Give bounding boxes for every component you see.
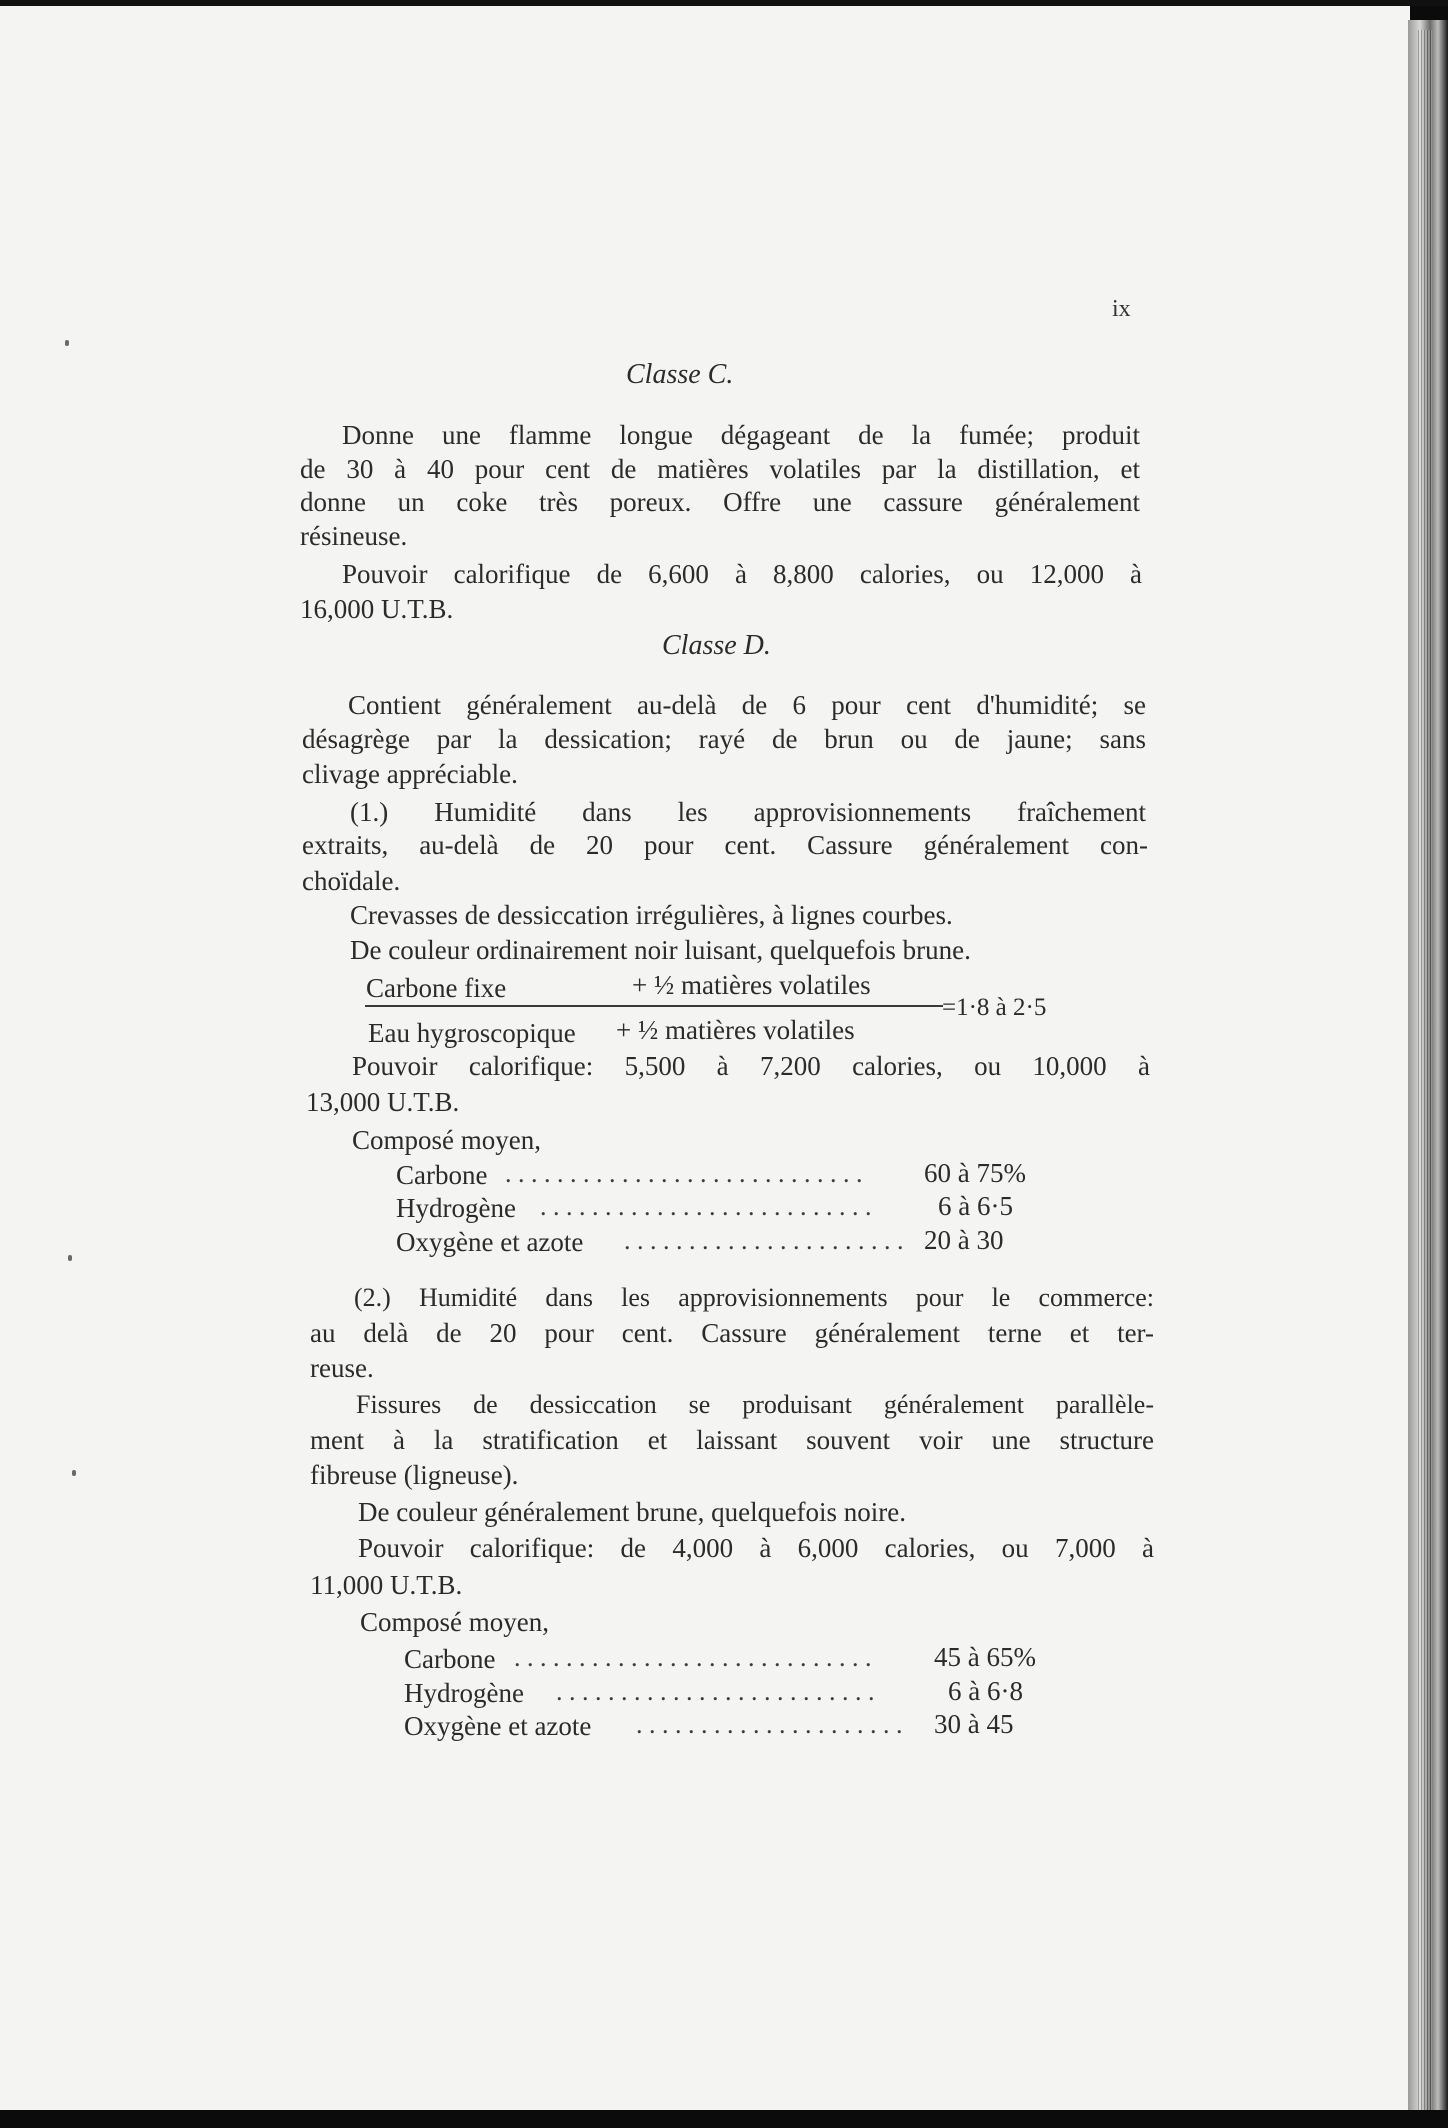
composition-value: 30 à 45 — [934, 1709, 1014, 1739]
fraction-bar — [365, 1005, 943, 1007]
paragraph-line: clivage appréciable. — [302, 759, 518, 789]
composition-name: Carbone — [396, 1160, 488, 1190]
formula-denominator-left: Eau hygroscopique — [368, 1018, 576, 1048]
composition-name: Hydrogène — [396, 1193, 516, 1223]
leader-dots: . . . . . . . . . . . . . . . . . . . . . . . . . . . . — [514, 1643, 872, 1672]
paragraph-line: Pouvoir calorifique: 5,500 à 7,200 calories, ou 10,000 à — [352, 1051, 1150, 1081]
scan-speck — [68, 1255, 72, 1261]
formula-denominator-right: + ½ matières volatiles — [616, 1015, 855, 1045]
composition-value: 45 à 65% — [934, 1642, 1036, 1672]
compose-label: Composé moyen, — [360, 1607, 549, 1637]
composition-value: 6 à 6·5 — [938, 1191, 1013, 1221]
formula-numerator-right: + ½ matières volatiles — [632, 970, 871, 1000]
book-page-edge-lines — [1418, 30, 1432, 2110]
heading-classe-d: Classe D. — [662, 630, 771, 661]
formula-numerator-left: Carbone fixe — [366, 973, 507, 1003]
paragraph-line: 16,000 U.T.B. — [300, 594, 454, 624]
compose-label: Composé moyen, — [352, 1125, 541, 1155]
leader-dots: . . . . . . . . . . . . . . . . . . . . . — [636, 1710, 903, 1739]
paragraph-line: au delà de 20 pour cent. Cassure généralement terne et ter- — [310, 1318, 1154, 1348]
formula-result: =1·8 à 2·5 — [942, 994, 1047, 1021]
paragraph-line: résineuse. — [300, 521, 408, 551]
paragraph-line: Fissures de dessiccation se produisant généralement parallèle- — [356, 1390, 1154, 1419]
composition-name: Oxygène et azote — [404, 1711, 592, 1741]
paragraph-line: reuse. — [310, 1353, 374, 1383]
scan-border-bottom — [0, 2110, 1448, 2128]
leader-dots: . . . . . . . . . . . . . . . . . . . . . . — [624, 1226, 904, 1255]
scan-border-top — [0, 0, 1448, 6]
paragraph-line: Donne une flamme longue dégageant de la fumée; produit — [342, 420, 1140, 450]
paragraph-line: ment à la stratification et laissant souvent voir une structure — [310, 1425, 1154, 1455]
paragraph-line: choïdale. — [302, 866, 401, 896]
composition-value: 60 à 75% — [924, 1158, 1026, 1188]
paragraph-line: De couleur ordinairement noir luisant, quelquefois brune. — [350, 935, 971, 965]
paragraph-line: Crevasses de dessiccation irrégulières, à lignes courbes. — [350, 900, 953, 930]
paragraph-line: désagrège par la dessication; rayé de brun ou de jaune; sans — [302, 724, 1146, 754]
paragraph-line: fibreuse (ligneuse). — [310, 1460, 519, 1490]
paragraph-line: 11,000 U.T.B. — [310, 1570, 463, 1600]
paragraph-line: Pouvoir calorifique: de 4,000 à 6,000 calories, ou 7,000 à — [358, 1533, 1154, 1563]
scan-speck — [65, 340, 69, 346]
paragraph-line: De couleur généralement brune, quelquefois noire. — [358, 1497, 907, 1527]
paragraph-line: Contient généralement au-delà de 6 pour cent d'humidité; se — [348, 690, 1146, 720]
paragraph-line: Pouvoir calorifique de 6,600 à 8,800 calories, ou 12,000 à — [342, 559, 1142, 589]
composition-value: 6 à 6·8 — [948, 1676, 1023, 1706]
paragraph-line: 13,000 U.T.B. — [306, 1087, 460, 1117]
leader-dots: . . . . . . . . . . . . . . . . . . . . . . . . . — [556, 1677, 875, 1706]
paragraph-line: extraits, au-delà de 20 pour cent. Cassure généralement con- — [302, 830, 1148, 860]
paragraph-line: donne un coke très poreux. Offre une cassure généralement — [300, 487, 1140, 517]
composition-name: Carbone — [404, 1644, 496, 1674]
paragraph-line: de 30 à 40 pour cent de matières volatiles par la distillation, et — [300, 454, 1140, 484]
composition-value: 20 à 30 — [924, 1225, 1004, 1255]
leader-dots: . . . . . . . . . . . . . . . . . . . . . . . . . . . . — [505, 1159, 863, 1188]
scan-speck — [72, 1470, 76, 1476]
leader-dots: . . . . . . . . . . . . . . . . . . . . . . . . . . — [540, 1192, 872, 1221]
paragraph-line: (1.) Humidité dans les approvisionnements fraîchement — [350, 797, 1146, 827]
heading-classe-c: Classe C. — [626, 359, 734, 390]
composition-name: Hydrogène — [404, 1678, 524, 1708]
composition-name: Oxygène et azote — [396, 1227, 584, 1257]
paragraph-line: (2.) Humidité dans les approvisionnements pour le commerce: — [354, 1283, 1154, 1312]
page-number: ix — [1112, 296, 1131, 322]
